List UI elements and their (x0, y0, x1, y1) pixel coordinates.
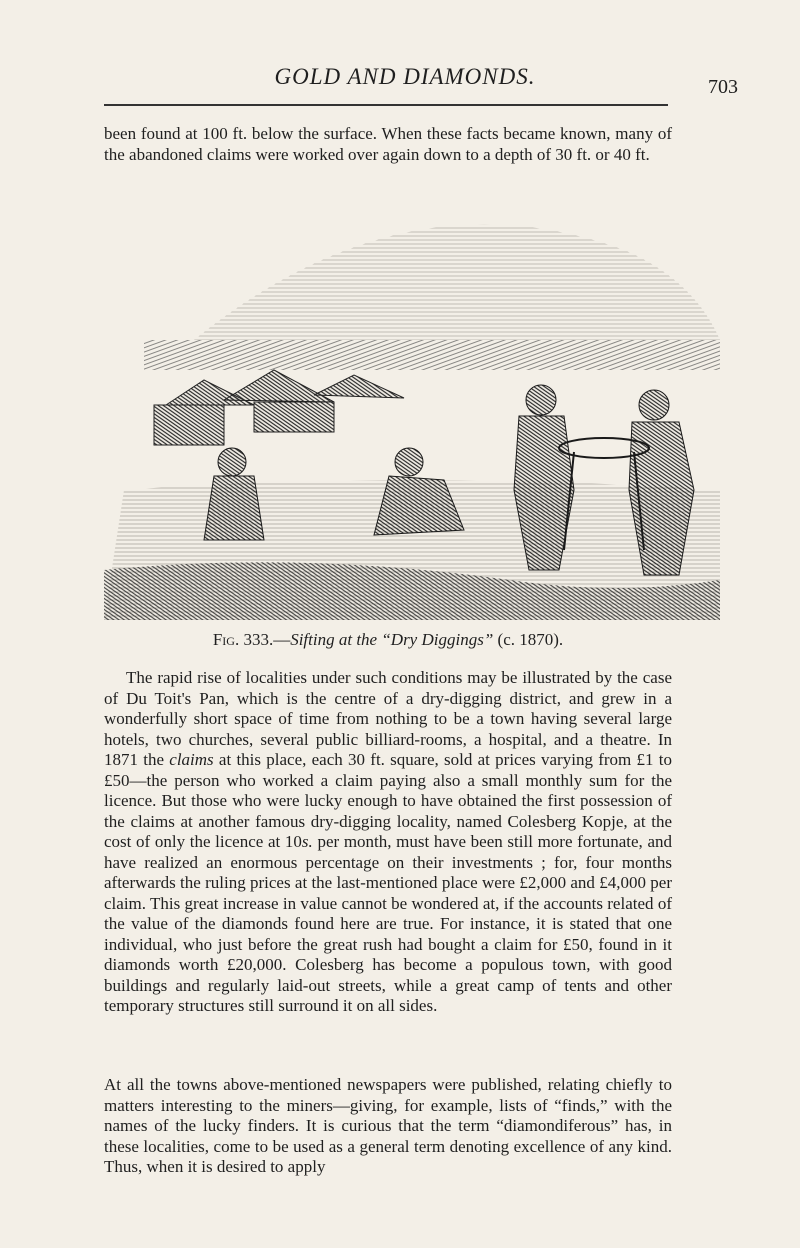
figure-engraving (104, 190, 720, 620)
sky (194, 224, 720, 340)
figure-label: Fig. 333. (212, 630, 274, 649)
figure-date: (c. 1870). (493, 630, 564, 649)
paragraph-1: been found at 100 ft. below the surface. When these facts became known, many of the abandoned claims were worked over again down to a depth of 30 ft. or 40 ft. (104, 124, 672, 164)
running-head: GOLD AND DIAMONDS. (274, 64, 536, 89)
tents-camp (154, 370, 404, 445)
paragraph-3: At all the towns above-mentioned newspapers were published, relating chiefly to matters interesting to the miners—giving, for example, lists of “finds,” with the names of the lucky finders. It is curious that the term “diamondiferous” has, in these localities, come to be used as a general term denoting excellence of any kind. Thus, when it is desired to apply (104, 1075, 672, 1176)
paragraph-2 (104, 668, 672, 1017)
caption-dash: — (273, 630, 291, 649)
paragraph-2-part-a: The rapid rise of localities under such conditions may be illustrated by the case of Du Toit's Pan, which is the centre of a dry-digging district, and grew in a wonderfully short space of time from nothing to be a town having several large hotels, two churches, several public billiard-rooms, a hospital, and a theatre. In 1871 the (104, 668, 672, 769)
figure-caption (104, 630, 672, 650)
engraving-illustration (104, 190, 720, 620)
paragraph-2-claims: claims (169, 750, 214, 769)
paragraph-2-shillings: s. (301, 832, 313, 851)
horizon-band (144, 340, 720, 370)
paragraph-2-part-b: at this place, each 30 ft. square, sold at prices varying from £1 to £50—the person who worked a claim paying also a small monthly sum for the licence. But those who were lucky enough to have obtained the first possession of the claims at another famous dry-digging locality, named Colesberg Kopje, at the cost of only the licence at 10 (104, 750, 672, 851)
figure-title: Sifting at the “Dry Diggings” (290, 630, 494, 649)
page-number: 703 (708, 76, 738, 98)
paragraph-2-part-c: per month, must have been still more fortunate, and have realized an enormous percentage on their investments ; for, four months afterwards the ruling prices at the last-mentioned place were £2,000 and £4,000 per claim. This great increase in value cannot be wondered at, if the accounts related of the value of the diamonds found here are true. For instance, it is stated that one individual, who just before the great rush had bought a claim for £50, found in it diamonds worth £20,000. Colesberg has become a populous town, with good buildings and regularly laid-out streets, while a great camp of tents and other temporary structures still surround it on all sides. (104, 832, 672, 1015)
page-header (100, 0, 738, 108)
header-rule (104, 104, 668, 106)
